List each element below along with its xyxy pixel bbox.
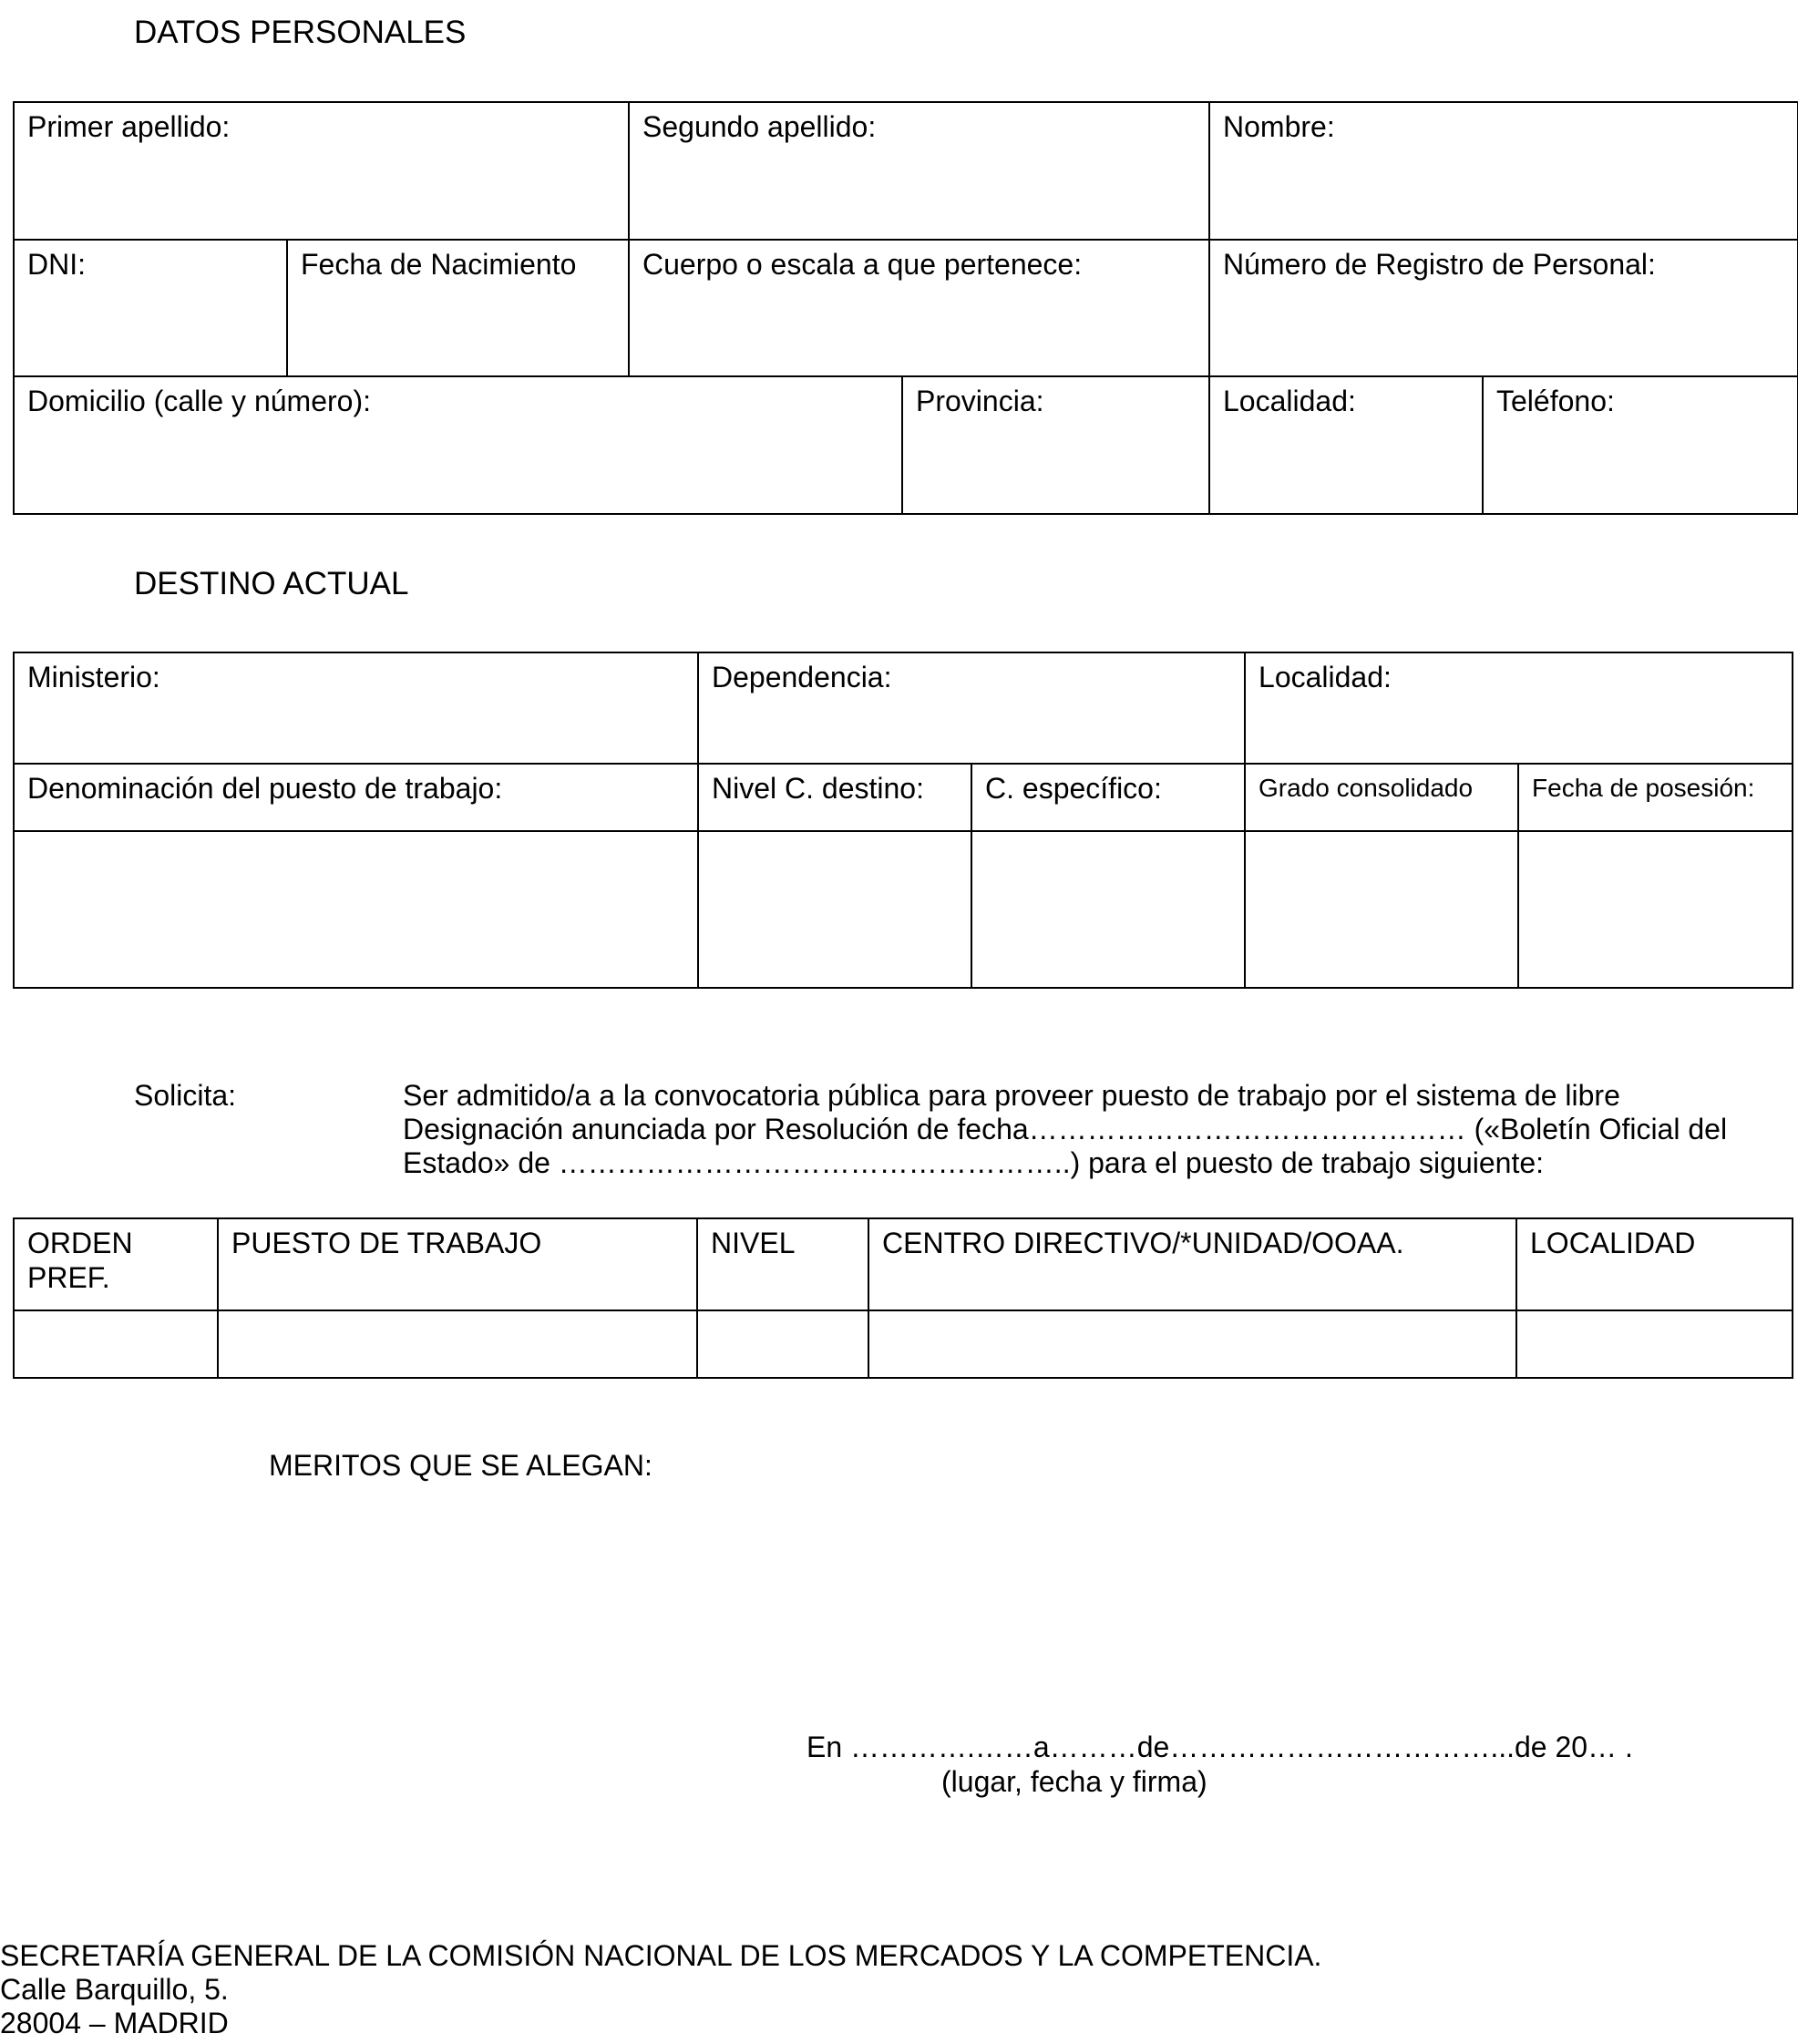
puesto-trabajo-input[interactable] [218, 1310, 697, 1378]
dependencia-field[interactable] [698, 652, 1245, 764]
grado-consolidado-label: Grado consolidado [1259, 774, 1474, 802]
puesto-localidad-label: LOCALIDAD [1530, 1227, 1696, 1259]
orden-pref-input[interactable] [14, 1310, 218, 1378]
ministerio-label: Ministerio: [27, 661, 160, 693]
domicilio-field[interactable] [14, 376, 902, 514]
numero-registro-field[interactable] [1209, 240, 1798, 376]
section-heading-destino-actual: DESTINO ACTUAL [134, 566, 409, 601]
puesto-trabajo-header [218, 1218, 697, 1310]
nivel-input[interactable] [697, 1310, 868, 1378]
centro-directivo-input[interactable] [868, 1310, 1516, 1378]
provincia-label: Provincia: [916, 385, 1044, 417]
complemento-especifico-label: C. específico: [985, 772, 1162, 805]
nivel-destino-input[interactable] [698, 831, 971, 988]
firma-caption: (lugar, fecha y firma) [941, 1765, 1207, 1798]
nombre-field[interactable] [1209, 102, 1798, 240]
section-heading-datos-personales: DATOS PERSONALES [134, 15, 467, 50]
solicita-line: Designación anunciada por Resolución de fecha……………………………………… («Boletín Oficial del [403, 1113, 1728, 1145]
nivel-label: NIVEL [711, 1227, 796, 1259]
domicilio-label: Domicilio (calle y número): [27, 385, 371, 417]
footer-line: SECRETARÍA GENERAL DE LA COMISIÓN NACIONAL DE LOS MERCADOS Y LA COMPETENCIA. [0, 1939, 1322, 1972]
solicita-line: Estado» de ……………………………………………..) para el puesto de trabajo siguiente: [403, 1146, 1545, 1179]
localidad-label: Localidad: [1223, 385, 1356, 417]
puestos-table [13, 1217, 1793, 1379]
nombre-label: Nombre: [1223, 110, 1335, 143]
destino-localidad-field[interactable] [1245, 652, 1793, 764]
nivel-destino-label: Nivel C. destino: [712, 772, 924, 805]
solicita-label: Solicita: [134, 1079, 237, 1112]
datos-personales-table [13, 101, 1798, 515]
puesto-trabajo-label: PUESTO DE TRABAJO [231, 1227, 542, 1259]
cuerpo-escala-label: Cuerpo o escala a que pertenece: [642, 248, 1083, 281]
solicita-line: Ser admitido/a a la convocatoria pública para proveer puesto de trabajo por el sistema de libre [403, 1079, 1620, 1112]
dni-label: DNI: [27, 248, 86, 281]
ministerio-field[interactable] [14, 652, 698, 764]
dni-field[interactable] [14, 240, 287, 376]
complemento-especifico-header [971, 764, 1245, 831]
denominacion-puesto-header [14, 764, 698, 831]
cuerpo-escala-field[interactable] [629, 240, 1209, 376]
dependencia-label: Dependencia: [712, 661, 892, 693]
fecha-nacimiento-field[interactable] [287, 240, 629, 376]
solicita-text [403, 1079, 1727, 1180]
provincia-field[interactable] [902, 376, 1209, 514]
footer-line: 28004 – MADRID [0, 2007, 229, 2039]
orden-pref-label: ORDEN PREF. [27, 1227, 133, 1294]
numero-registro-label: Número de Registro de Personal: [1223, 248, 1656, 281]
nivel-header [697, 1218, 868, 1310]
footer-address [0, 1939, 1321, 2040]
orden-pref-header [14, 1218, 218, 1310]
segundo-apellido-field[interactable] [629, 102, 1209, 240]
destino-localidad-label: Localidad: [1259, 661, 1392, 693]
fecha-posesion-input[interactable] [1518, 831, 1793, 988]
grado-consolidado-input[interactable] [1245, 831, 1518, 988]
complemento-especifico-input[interactable] [971, 831, 1245, 988]
fecha-nacimiento-label: Fecha de Nacimiento [301, 248, 577, 281]
denominacion-puesto-input[interactable] [14, 831, 698, 988]
telefono-field[interactable] [1483, 376, 1798, 514]
destino-actual-table [13, 652, 1793, 989]
centro-directivo-label: CENTRO DIRECTIVO/*UNIDAD/OOAA. [882, 1227, 1404, 1259]
fecha-posesion-header [1518, 764, 1793, 831]
centro-directivo-header [868, 1218, 1516, 1310]
grado-consolidado-header [1245, 764, 1518, 831]
localidad-header [1516, 1218, 1793, 1310]
primer-apellido-label: Primer apellido: [27, 110, 231, 143]
primer-apellido-field[interactable] [14, 102, 629, 240]
meritos-label: MERITOS QUE SE ALEGAN: [269, 1449, 652, 1482]
telefono-label: Teléfono: [1496, 385, 1615, 417]
fecha-posesion-label: Fecha de posesión: [1532, 774, 1755, 802]
localidad-field[interactable] [1209, 376, 1483, 514]
firma-line: En ………….……a………de……………………………...de 20… . [807, 1731, 1633, 1763]
segundo-apellido-label: Segundo apellido: [642, 110, 877, 143]
denominacion-puesto-label: Denominación del puesto de trabajo: [27, 772, 503, 805]
nivel-destino-header [698, 764, 971, 831]
localidad-input[interactable] [1516, 1310, 1793, 1378]
footer-line: Calle Barquillo, 5. [0, 1973, 229, 2006]
